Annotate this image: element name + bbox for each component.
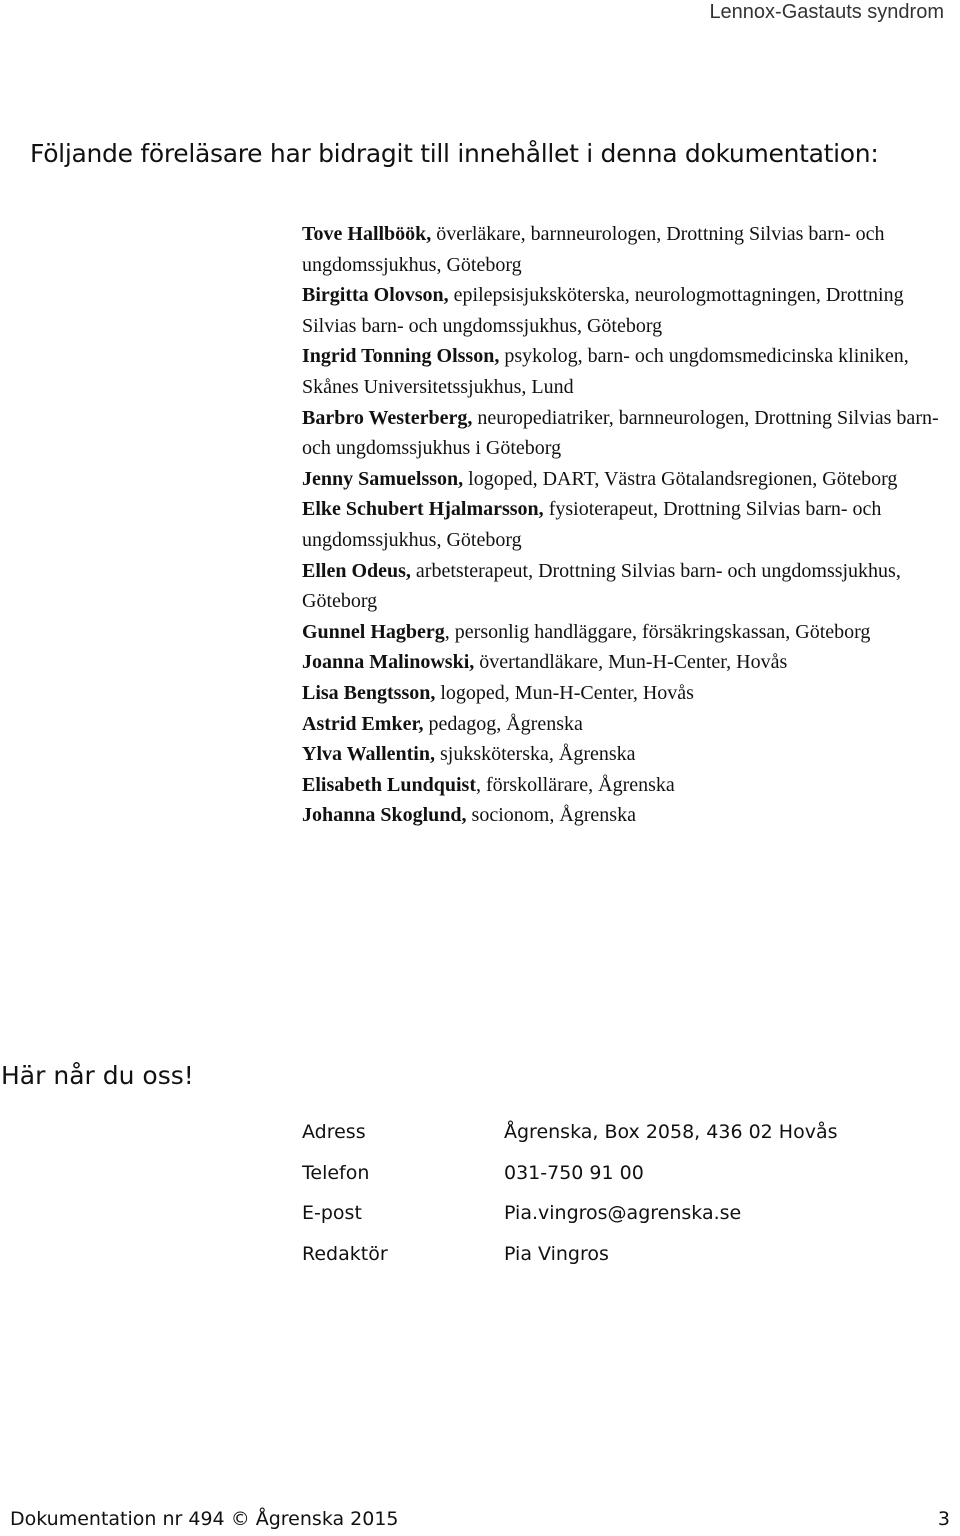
contributor-item [302, 219, 942, 280]
contact-row-email [302, 1193, 837, 1234]
contributor-role: pedagog, Ågrenska [423, 712, 583, 735]
contributor-item [302, 678, 942, 709]
address-value: Ågrenska, Box 2058, 436 02 Hovås [504, 1121, 838, 1144]
contributor-role: övertandläkare, Mun-H-Center, Hovås [474, 651, 788, 674]
contributor-name: Astrid Emker, [302, 712, 424, 735]
contributor-item [302, 739, 942, 770]
running-header-title: Lennox-Gastauts syndrom [709, 1, 944, 23]
contributor-item [302, 617, 942, 648]
contributor-item [302, 403, 942, 464]
contributor-role: neuropediatriker, barnneurologen, Drottning Silvias barn- och ungdomssjukhus i Göteborg [302, 406, 939, 460]
contributor-name: Tove Hallböök, [302, 223, 432, 245]
contributor-item [302, 800, 942, 831]
contact-label: Adress [302, 1121, 366, 1144]
contributor-item [302, 280, 942, 341]
contact-row-address [302, 1112, 837, 1153]
contact-row-editor [302, 1234, 837, 1275]
footer-doc-info [10, 1508, 399, 1530]
contributor-role: epilepsisjuksköterska, neurologmottagningen, Drottning Silvias barn- och ungdomssjukhus, Göteborg [302, 284, 904, 337]
contributor-role: sjuksköterska, Ågrenska [435, 743, 636, 766]
footer-org-year: Ågrenska 2015 [255, 1508, 399, 1530]
contributor-role: överläkare, barnneurologen, Drottning Silvias barn- och ungdomssjukhus, Göteborg [302, 223, 885, 276]
page-footer [10, 1508, 950, 1536]
contributor-name: Ingrid Tonning Olsson, [302, 345, 500, 368]
contributor-name: Joanna Malinowski, [302, 651, 475, 674]
phone-value: 031-750 91 00 [504, 1161, 644, 1184]
contributor-role: , förskollärare, Ågrenska [475, 773, 675, 796]
contributor-item [302, 494, 942, 555]
copyright-icon: © [230, 1508, 250, 1530]
contributor-role: logoped, Mun-H-Center, Hovås [435, 681, 694, 704]
contributor-name: Barbro Westerberg, [302, 406, 473, 429]
contributor-name: Ellen Odeus, [302, 559, 411, 582]
email-value: Pia.vingros@agrenska.se [504, 1202, 742, 1225]
contributor-role: socionom, Ågrenska [466, 804, 636, 827]
contact-row-phone [302, 1153, 837, 1194]
footer-doc-label: Dokumentation nr 494 [10, 1508, 225, 1530]
contributors-heading: Följande föreläsare har bidragit till innehållet i denna dokumentation: [30, 139, 879, 168]
contributor-role: psykolog, barn- och ungdomsmedicinska kliniken, Skånes Universitetssjukhus, Lund [302, 345, 909, 398]
contact-label: Telefon [302, 1161, 370, 1184]
contact-label: E-post [302, 1202, 362, 1225]
contributor-role: logoped, DART, Västra Götalandsregionen, Göteborg [463, 467, 898, 490]
contributor-role: , personlig handläggare, försäkringskassan, Göteborg [444, 620, 871, 643]
page-number: 3 [937, 1508, 950, 1530]
contributor-item [302, 464, 942, 495]
contributor-item [302, 709, 942, 740]
contributor-name: Elke Schubert Hjalmarsson, [302, 498, 544, 521]
contributor-name: Johanna Skoglund, [302, 804, 467, 827]
contributor-name: Elisabeth Lundquist [302, 773, 476, 796]
contributor-name: Gunnel Hagberg [302, 620, 445, 643]
contributors-list [302, 219, 942, 831]
contributor-name: Birgitta Olovson, [302, 284, 449, 307]
contributor-name: Ylva Wallentin, [302, 743, 435, 766]
contributor-item [302, 341, 942, 402]
contributor-item [302, 770, 942, 801]
contributor-name: Jenny Samuelsson, [302, 467, 464, 490]
contact-label: Redaktör [302, 1242, 388, 1265]
contributor-name: Lisa Bengtsson, [302, 681, 436, 704]
contributor-role: fysioterapeut, Drottning Silvias barn- och ungdomssjukhus, Göteborg [302, 498, 882, 551]
contributor-item [302, 556, 942, 617]
contributor-item [302, 647, 942, 678]
contributor-role: arbetsterapeut, Drottning Silvias barn- och ungdomssjukhus, Göteborg [302, 559, 901, 613]
editor-value: Pia Vingros [504, 1242, 609, 1265]
contact-table [302, 1112, 837, 1274]
contact-heading: Här når du oss! [1, 1061, 194, 1090]
